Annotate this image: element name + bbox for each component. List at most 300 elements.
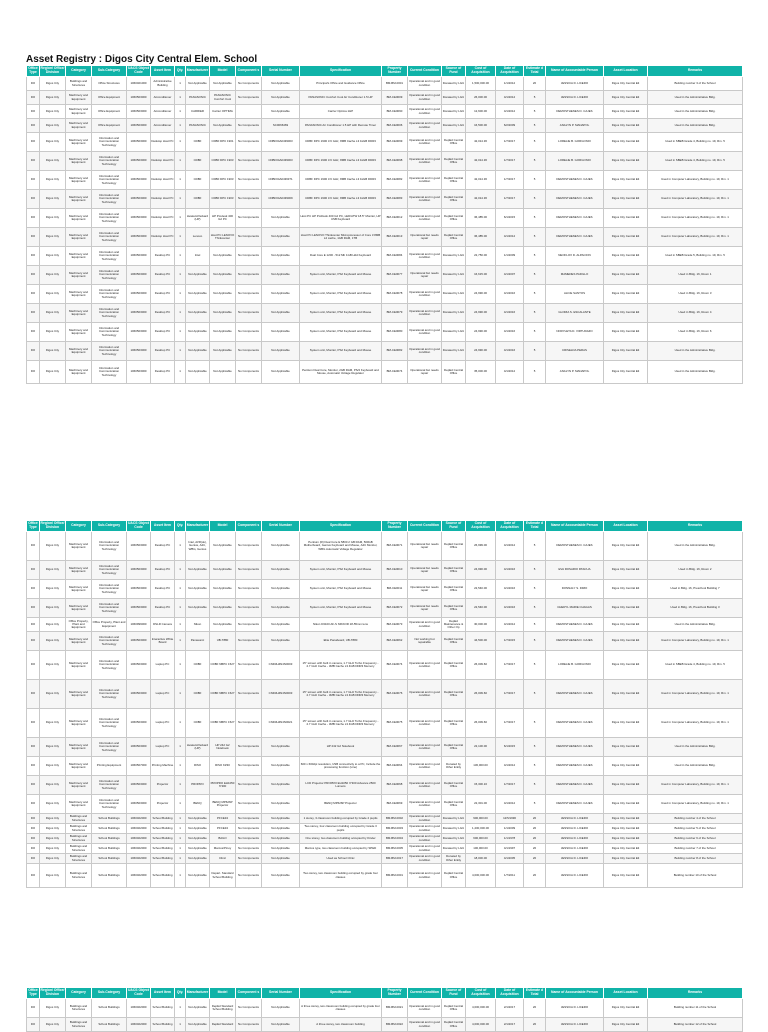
cell-qty: 1 bbox=[175, 228, 186, 247]
cell-model: UB-T880 bbox=[210, 632, 236, 651]
cell-specification: Principal's Office and Guidance Office bbox=[300, 77, 382, 91]
column-header-specification: Specification bbox=[300, 66, 382, 77]
cell-cost-of-acquisition: 30,000.00 bbox=[466, 618, 496, 632]
cell-source-of-fund: DepEd Central Office bbox=[442, 133, 466, 152]
cell-region: Digos City bbox=[40, 580, 66, 599]
cell-components: No Components bbox=[236, 854, 262, 864]
column-header-category: Category bbox=[66, 988, 92, 999]
cell-accountable-person: DEMOSTHENES D. CAJES bbox=[546, 709, 604, 738]
cell-category: Machinery and Equipment bbox=[66, 342, 92, 361]
cell-current-condition: Operational but needs repair bbox=[408, 532, 442, 561]
cell-uacs-code: 1060503000 bbox=[127, 304, 151, 323]
cell-office-type: DO bbox=[27, 599, 40, 618]
cell-components: No Components bbox=[236, 285, 262, 304]
cell-date-of-acquisition: 1/7/2017 bbox=[496, 651, 524, 680]
cell-category: Buildings and Structures bbox=[66, 864, 92, 888]
table-row bbox=[27, 651, 743, 680]
cell-qty: 1 bbox=[175, 632, 186, 651]
cell-asset-item: Desktop PC bbox=[151, 342, 175, 361]
cell-manufacturer: PROPRO bbox=[186, 776, 210, 795]
cell-asset-item: Airconditioner bbox=[151, 119, 175, 133]
cell-model: CDBF DPC 1903 bbox=[210, 152, 236, 171]
cell-current-condition: Operational and in good condition bbox=[408, 709, 442, 738]
cell-accountable-person: NEOFLOX D. ALPACION bbox=[546, 247, 604, 266]
cell-asset-location: Digos City Central Elt bbox=[604, 680, 648, 709]
cell-current-condition: Operational and in good condition bbox=[408, 342, 442, 361]
cell-specification: PANASONIC Air Conditioner 1.5 HP with Remote Timer bbox=[300, 119, 382, 133]
cell-uacs-code: 1060402000 bbox=[127, 854, 151, 864]
cell-remarks: Used in the Administrative Bldg. bbox=[648, 361, 743, 384]
cell-specification: CDBF DPC 1900 3.6 GHz, 8MB Cache L3 1kGB DDR3 bbox=[300, 133, 382, 152]
cell-asset-item: Projector bbox=[151, 776, 175, 795]
table-row bbox=[27, 618, 743, 632]
cell-estimated-total: 5 bbox=[524, 757, 546, 776]
cell-property-number: BM-CE0075 bbox=[382, 709, 408, 738]
column-header-serial-number: Serial Number bbox=[262, 66, 300, 77]
column-header-components: Component s bbox=[236, 521, 262, 532]
cell-cost-of-acquisition: 15,300.16 bbox=[466, 776, 496, 795]
document-title: Asset Registry : Digos City Central Elem. School bbox=[26, 54, 258, 65]
cell-serial-number: Not Applicable bbox=[262, 834, 300, 844]
table-row bbox=[27, 119, 743, 133]
cell-remarks: Used in Computer Laboratory, Building no. 19, Rm. 1 bbox=[648, 171, 743, 190]
table-row bbox=[27, 776, 743, 795]
cell-model: Not Applicable bbox=[210, 618, 236, 632]
cell-accountable-person: LORELIE B. GORGONIO bbox=[546, 133, 604, 152]
cell-asset-location: Digos City Central Elt bbox=[604, 171, 648, 190]
cell-accountable-person: DONNALY S. DIMO bbox=[546, 580, 604, 599]
cell-source-of-fund: Donated by LGU bbox=[442, 91, 466, 105]
cell-estimated-total: 5 bbox=[524, 709, 546, 738]
cell-accountable-person: JESSICA D. LICERO bbox=[546, 864, 604, 888]
cell-source-of-fund: DepEd Central Office bbox=[442, 209, 466, 228]
cell-serial-number: CDBF04A0439003 bbox=[262, 152, 300, 171]
cell-estimated-total: 20 bbox=[524, 834, 546, 844]
cell-manufacturer: CDBF bbox=[186, 152, 210, 171]
cell-specification: System unit, Monitor, PS2 Keyboard and Mouse bbox=[300, 599, 382, 618]
cell-serial-number: Not Applicable bbox=[262, 795, 300, 814]
cell-source-of-fund: DepEd Central Office bbox=[442, 738, 466, 757]
column-header-serial-number: Serial Number bbox=[262, 988, 300, 999]
cell-current-condition: Operational and in good condition bbox=[408, 209, 442, 228]
cell-asset-location: Digos City Central Elt bbox=[604, 190, 648, 209]
column-header-property-number: Property Number bbox=[382, 988, 408, 999]
cell-specification: PANASONIC Comfort Cool Air Conditioner 1.5 HP bbox=[300, 91, 382, 105]
cell-property-number: BM-CE0079 bbox=[382, 304, 408, 323]
cell-category: Machinery and Equipment bbox=[66, 91, 92, 105]
cell-cost-of-acquisition: 26,009.60 bbox=[466, 709, 496, 738]
cell-cost-of-acquisition: 16,615.00 bbox=[466, 266, 496, 285]
cell-uacs-code: 1060999000 bbox=[127, 618, 151, 632]
cell-accountable-person: NORYLETA D. VIRTUDAZO bbox=[546, 323, 604, 342]
cell-specification: A three storey, two classroom building bbox=[300, 1018, 382, 1032]
cell-region: Digos City bbox=[40, 266, 66, 285]
cell-region: Digos City bbox=[40, 618, 66, 632]
cell-sub-category: Information and Communication Technology bbox=[92, 709, 127, 738]
cell-remarks: Used in Bldg. 16, Preschool Building 7 bbox=[648, 580, 743, 599]
cell-serial-number: Not Applicable bbox=[262, 864, 300, 888]
cell-accountable-person: JESSICA D. LICERO bbox=[546, 1018, 604, 1032]
cell-estimated-total: 5 bbox=[524, 599, 546, 618]
cell-sub-category: School Buildings bbox=[92, 999, 127, 1018]
cell-category: Machinery and Equipment bbox=[66, 738, 92, 757]
cell-source-of-fund: Donated by LGU bbox=[442, 824, 466, 834]
cell-cost-of-acquisition: 26,999.00 bbox=[466, 532, 496, 561]
cell-date-of-acquisition: 4/1/2016 bbox=[496, 580, 524, 599]
cell-specification: Two storey, four classroom building occupied by Grade 3 pupils bbox=[300, 824, 382, 834]
cell-qty: 1 bbox=[175, 105, 186, 119]
cell-region: Digos City bbox=[40, 304, 66, 323]
cell-property-number: BM-CE0013 bbox=[382, 228, 408, 247]
cell-asset-item: Desktop Host PC bbox=[151, 209, 175, 228]
cell-manufacturer: Not Applicable bbox=[186, 1018, 210, 1032]
cell-accountable-person: ANALYN P. MANAPOL bbox=[546, 119, 604, 133]
cell-manufacturer: Not Applicable bbox=[186, 77, 210, 91]
cell-model: Not Applicable bbox=[210, 342, 236, 361]
cell-cost-of-acquisition: 26,009.60 bbox=[466, 651, 496, 680]
cell-category: Machinery and Equipment bbox=[66, 209, 92, 228]
cell-asset-item: School Building bbox=[151, 999, 175, 1018]
header-row bbox=[27, 521, 743, 532]
cell-asset-location: Digos City Central Elt bbox=[604, 651, 648, 680]
cell-accountable-person: JESSICA D. LICERO bbox=[546, 814, 604, 824]
cell-remarks: Used in the Administrative Bldg. bbox=[648, 91, 743, 105]
cell-serial-number: Not Applicable bbox=[262, 844, 300, 854]
cell-serial-number: Not Applicable bbox=[262, 266, 300, 285]
cell-qty: 1 bbox=[175, 618, 186, 632]
cell-region: Digos City bbox=[40, 632, 66, 651]
table-row bbox=[27, 304, 743, 323]
cell-source-of-fund: DepEd Central Office bbox=[442, 709, 466, 738]
cell-estimated-total: 5 bbox=[524, 561, 546, 580]
cell-asset-item: School Building bbox=[151, 1018, 175, 1032]
cell-manufacturer: PANASONIC bbox=[186, 91, 210, 105]
cell-asset-location: Digos City Central Elt bbox=[604, 709, 648, 738]
cell-asset-item: School Building bbox=[151, 854, 175, 864]
cell-office-type: DO bbox=[27, 209, 40, 228]
cell-qty: 1 bbox=[175, 91, 186, 105]
cell-manufacturer: Not Applicable bbox=[186, 844, 210, 854]
column-header-cost-of-acquisition: Cost of Acquisition bbox=[466, 988, 496, 999]
cell-region: Digos City bbox=[40, 738, 66, 757]
cell-accountable-person: JESSICA D. LICERO bbox=[546, 77, 604, 91]
column-header-cost-of-acquisition: Cost of Acquisition bbox=[466, 521, 496, 532]
cell-model: Not Applicable bbox=[210, 304, 236, 323]
column-header-property-number: Property Number bbox=[382, 521, 408, 532]
cell-components: No Components bbox=[236, 580, 262, 599]
cell-current-condition: Operational and in good condition bbox=[408, 795, 442, 814]
cell-uacs-code: 1060503000 bbox=[127, 709, 151, 738]
cell-region: Digos City bbox=[40, 209, 66, 228]
cell-asset-location: Digos City Central Elt bbox=[604, 999, 648, 1018]
cell-property-number: BM-CE0073 bbox=[382, 618, 408, 632]
cell-remarks: Used in Computer Laboratory, Building no. 19, Rm. 1 bbox=[648, 209, 743, 228]
cell-specification: A three storey, two classroom building occupied by grade four classes bbox=[300, 999, 382, 1018]
cell-category: Machinery and Equipment bbox=[66, 266, 92, 285]
cell-office-type: DO bbox=[27, 91, 40, 105]
cell-property-number: BM-CE0098 bbox=[382, 152, 408, 171]
cell-date-of-acquisition: 6/1/2015 bbox=[496, 738, 524, 757]
cell-asset-location: Digos City Central Elt bbox=[604, 776, 648, 795]
cell-components: No Components bbox=[236, 599, 262, 618]
cell-model: CDBF NBPC 1527 bbox=[210, 680, 236, 709]
column-header-asset-item: Asset Item bbox=[151, 66, 175, 77]
cell-remarks: Used in Computer Laboratory, Building no. 19, Rm. 1 bbox=[648, 680, 743, 709]
cell-asset-location: Digos City Central Elt bbox=[604, 1018, 648, 1032]
column-header-remarks: Remarks bbox=[648, 66, 743, 77]
cell-model: DepEd Standard School Building bbox=[210, 999, 236, 1018]
cell-region: Digos City bbox=[40, 757, 66, 776]
table-row bbox=[27, 580, 743, 599]
cell-qty: 1 bbox=[175, 266, 186, 285]
cell-model: Not Applicable bbox=[210, 323, 236, 342]
column-header-category: Category bbox=[66, 521, 92, 532]
cell-source-of-fund: Donated by LGU bbox=[442, 304, 466, 323]
cell-model: PANASONIC Comfort Cool bbox=[210, 91, 236, 105]
table-row bbox=[27, 824, 743, 834]
cell-date-of-acquisition: 1/1/2009 bbox=[496, 824, 524, 834]
cell-uacs-code: 1060503000 bbox=[127, 342, 151, 361]
column-header-estimated-total: Estimate d Total bbox=[524, 988, 546, 999]
cell-asset-location: Digos City Central Elt bbox=[604, 824, 648, 834]
cell-accountable-person: DEMOSTHENES D. CAJES bbox=[546, 738, 604, 757]
cell-property-number: BM-BM-0001 bbox=[382, 77, 408, 91]
cell-accountable-person: ANALYN P. MANAPOL bbox=[546, 361, 604, 384]
cell-remarks: Used in the Administrative Bldg. bbox=[648, 618, 743, 632]
cell-source-of-fund: Donated by LGU bbox=[442, 342, 466, 361]
cell-sub-category: School Buildings bbox=[92, 864, 127, 888]
cell-specification: 15" screen with built in camera, 1.7 GHz Turbo Frequency - 2.7 GHz Cache - 3MB Cache L3 4GB DDR3 Memory bbox=[300, 680, 382, 709]
cell-sub-category: Information and Communication Technology bbox=[92, 323, 127, 342]
cell-asset-item: Desktop PC bbox=[151, 561, 175, 580]
cell-estimated-total: 20 bbox=[524, 999, 546, 1018]
cell-remarks: Building number 7 of the School bbox=[648, 844, 743, 854]
cell-qty: 1 bbox=[175, 77, 186, 91]
cell-source-of-fund: Donated by Other Entity bbox=[442, 854, 466, 864]
table-row bbox=[27, 91, 743, 105]
cell-asset-location: Digos City Central Elt bbox=[604, 618, 648, 632]
cell-serial-number: Not Applicable bbox=[262, 285, 300, 304]
cell-category: Machinery and Equipment bbox=[66, 776, 92, 795]
cell-current-condition: Operational and in good condition bbox=[408, 133, 442, 152]
cell-cost-of-acquisition: 22,540.00 bbox=[466, 599, 496, 618]
column-header-date-of-acquisition: Date of Acquisition bbox=[496, 521, 524, 532]
cell-accountable-person: DEMOSTHENES D. CAJES bbox=[546, 776, 604, 795]
cell-office-type: DO bbox=[27, 105, 40, 119]
cell-asset-item: Printing Machine bbox=[151, 757, 175, 776]
cell-accountable-person: DEMOSTHENES D. CAJES bbox=[546, 228, 604, 247]
cell-specification: Pentium (R) Dual Core E 5800 2 GB RAM, 500GB Motherboard, Genius Keyboard and Mouse, A4C Monitor, WBG Automatic Voltage Regulator bbox=[300, 532, 382, 561]
cell-date-of-acquisition: 4/1/2016 bbox=[496, 323, 524, 342]
cell-uacs-code: 1060503000 bbox=[127, 247, 151, 266]
column-header-manufacturer: Manufacturer bbox=[186, 66, 210, 77]
cell-serial-number: Not Applicable bbox=[262, 580, 300, 599]
cell-office-type: DO bbox=[27, 854, 40, 864]
cell-cost-of-acquisition: 22,750.00 bbox=[466, 247, 496, 266]
cell-source-of-fund: Donated by LGU bbox=[442, 266, 466, 285]
table-row bbox=[27, 795, 743, 814]
cell-office-type: DO bbox=[27, 680, 40, 709]
cell-office-type: DO bbox=[27, 171, 40, 190]
cell-uacs-code: 1060503000 bbox=[127, 795, 151, 814]
cell-property-number: BM-CE0011 bbox=[382, 580, 408, 599]
cell-specification: CDBF DPC 1900 3.6 GHz, 8MB Cache L3 1kGB DDR3 bbox=[300, 152, 382, 171]
cell-sub-category: Information and Communication Technology bbox=[92, 632, 127, 651]
cell-serial-number: Not Applicable bbox=[262, 247, 300, 266]
cell-property-number: BM-BM-0017 bbox=[382, 854, 408, 864]
cell-accountable-person: DEMOSTHENES D. CAJES bbox=[546, 105, 604, 119]
cell-accountable-person: JESSICA D. LICERO bbox=[546, 844, 604, 854]
cell-office-type: DO bbox=[27, 152, 40, 171]
cell-qty: 1 bbox=[175, 795, 186, 814]
cell-date-of-acquisition: 1/7/2017 bbox=[496, 133, 524, 152]
cell-asset-location: Digos City Central Elt bbox=[604, 834, 648, 844]
cell-cost-of-acquisition: 35,000.00 bbox=[466, 361, 496, 384]
column-header-asset-location: Asset Location bbox=[604, 988, 648, 999]
cell-serial-number: Not Applicable bbox=[262, 854, 300, 864]
cell-model: CDBF NBPC 1527 bbox=[210, 709, 236, 738]
cell-asset-location: Digos City Central Elt bbox=[604, 599, 648, 618]
cell-serial-number: Not Applicable bbox=[262, 632, 300, 651]
cell-asset-location: Digos City Central Elt bbox=[604, 757, 648, 776]
cell-region: Digos City bbox=[40, 561, 66, 580]
cell-components: No Components bbox=[236, 91, 262, 105]
cell-current-condition: Operational and in good condition bbox=[408, 105, 442, 119]
cell-source-of-fund: Donated by LGU bbox=[442, 247, 466, 266]
cell-asset-item: Desktop PC bbox=[151, 361, 175, 384]
cell-sub-category: School Buildings bbox=[92, 814, 127, 824]
cell-estimated-total: 5 bbox=[524, 651, 546, 680]
cell-asset-location: Digos City Central Elt bbox=[604, 228, 648, 247]
column-header-sub-category: Sub-Category bbox=[92, 66, 127, 77]
cell-uacs-code: 1060503000 bbox=[127, 133, 151, 152]
cell-manufacturer: Not Applicable bbox=[186, 342, 210, 361]
cell-current-condition: Operational but needs repair bbox=[408, 561, 442, 580]
column-header-uacs-code: UACS Object Code bbox=[127, 66, 151, 77]
cell-qty: 1 bbox=[175, 133, 186, 152]
cell-remarks: Building number 11 of the School bbox=[648, 999, 743, 1018]
cell-source-of-fund: Donated by Other Entity bbox=[442, 757, 466, 776]
cell-category: Machinery and Equipment bbox=[66, 105, 92, 119]
column-header-cost-of-acquisition: Cost of Acquisition bbox=[466, 66, 496, 77]
cell-cost-of-acquisition: 42,014.36 bbox=[466, 190, 496, 209]
column-header-uacs-code: UACS Object Code bbox=[127, 521, 151, 532]
cell-serial-number: Not Applicable bbox=[262, 757, 300, 776]
cell-estimated-total: 20 bbox=[524, 864, 546, 888]
cell-manufacturer: Intel, AVR(ok), Genius, A4C, WBG, Genius bbox=[186, 532, 210, 561]
cell-accountable-person: JESSICA D. LICERO bbox=[546, 999, 604, 1018]
cell-qty: 1 bbox=[175, 814, 186, 824]
cell-remarks: Used in Computer Laboratory, Building no. 19, Rm. 1 bbox=[648, 632, 743, 651]
column-header-region: Region/ Office/ Division bbox=[40, 66, 66, 77]
cell-date-of-acquisition: 4/1/2012 bbox=[496, 228, 524, 247]
cell-office-type: DO bbox=[27, 999, 40, 1018]
cell-office-type: DO bbox=[27, 532, 40, 561]
cell-qty: 1 bbox=[175, 834, 186, 844]
cell-region: Digos City bbox=[40, 91, 66, 105]
cell-sub-category: Information and Communication Technology bbox=[92, 190, 127, 209]
cell-estimated-total: 5 bbox=[524, 247, 546, 266]
cell-remarks: Used in SBEB Grade 4, Building no. 19, Rm. 5 bbox=[648, 133, 743, 152]
cell-category: Machinery and Equipment bbox=[66, 599, 92, 618]
cell-source-of-fund: Donated by LGU bbox=[442, 119, 466, 133]
cell-components: No Components bbox=[236, 999, 262, 1018]
cell-source-of-fund: DepEd Central Office bbox=[442, 361, 466, 384]
cell-category: Machinery and Equipment bbox=[66, 152, 92, 171]
cell-asset-location: Digos City Central Elt bbox=[604, 795, 648, 814]
cell-date-of-acquisition: 1/7/2017 bbox=[496, 171, 524, 190]
cell-asset-location: Digos City Central Elt bbox=[604, 209, 648, 228]
cell-estimated-total: 5 bbox=[524, 776, 546, 795]
cell-asset-item: Desktop Host PC bbox=[151, 171, 175, 190]
cell-region: Digos City bbox=[40, 795, 66, 814]
cell-source-of-fund: Donated by LGU bbox=[442, 323, 466, 342]
cell-model: PROPRO EH1050 IY300 bbox=[210, 776, 236, 795]
cell-estimated-total: 5 bbox=[524, 361, 546, 384]
cell-estimated-total: 5 bbox=[524, 738, 546, 757]
cell-remarks: Used in the Administrative Bldg. bbox=[648, 532, 743, 561]
column-header-office-type: Office Type bbox=[27, 66, 40, 77]
cell-date-of-acquisition: 4/1/2016 bbox=[496, 561, 524, 580]
cell-specification: System unit, Monitor, PS2 Keyboard and Mouse bbox=[300, 323, 382, 342]
cell-estimated-total: 5 bbox=[524, 618, 546, 632]
cell-qty: 1 bbox=[175, 680, 186, 709]
cell-asset-location: Digos City Central Elt bbox=[604, 323, 648, 342]
cell-asset-item: School Building bbox=[151, 814, 175, 824]
cell-office-type: DO bbox=[27, 77, 40, 91]
column-header-property-number: Property Number bbox=[382, 66, 408, 77]
cell-cost-of-acquisition: 24,990.00 bbox=[466, 342, 496, 361]
cell-components: No Components bbox=[236, 834, 262, 844]
cell-accountable-person: DEMOSTHENES D. CAJES bbox=[546, 795, 604, 814]
cell-estimated-total: 5 bbox=[524, 342, 546, 361]
cell-manufacturer: RISO bbox=[186, 757, 210, 776]
cell-remarks: Used in Bldg. 16, Room 6 bbox=[648, 323, 743, 342]
cell-uacs-code: 1060402000 bbox=[127, 1018, 151, 1032]
cell-remarks: Used in the Administrative Bldg. bbox=[648, 757, 743, 776]
cell-office-type: DO bbox=[27, 844, 40, 854]
cell-current-condition: Operational and in good condition bbox=[408, 1018, 442, 1032]
cell-date-of-acquisition: 4/1/2012 bbox=[496, 618, 524, 632]
cell-office-type: DO bbox=[27, 247, 40, 266]
cell-sub-category: Information and Communication Technology bbox=[92, 361, 127, 384]
cell-source-of-fund: DepEd Central Office bbox=[442, 795, 466, 814]
cell-asset-item: Desktop PC bbox=[151, 580, 175, 599]
cell-sub-category: School Buildings bbox=[92, 854, 127, 864]
cell-sub-category: School Buildings bbox=[92, 844, 127, 854]
cell-cost-of-acquisition: 24,990.00 bbox=[466, 285, 496, 304]
cell-qty: 1 bbox=[175, 323, 186, 342]
cell-source-of-fund: DepEd Maintenance & Other Op bbox=[442, 618, 466, 632]
cell-remarks: Building number 10 of the School bbox=[648, 864, 743, 888]
table-row bbox=[27, 190, 743, 209]
cell-sub-category: Information and Communication Technology bbox=[92, 651, 127, 680]
cell-office-type: DO bbox=[27, 814, 40, 824]
cell-qty: 1 bbox=[175, 776, 186, 795]
cell-uacs-code: 1060402000 bbox=[127, 844, 151, 854]
cell-source-of-fund: Donated by LGU bbox=[442, 844, 466, 854]
cell-uacs-code: 1060503000 bbox=[127, 171, 151, 190]
column-header-uacs-code: UACS Object Code bbox=[127, 988, 151, 999]
cell-sub-category: Information and Communication Technology bbox=[92, 209, 127, 228]
cell-property-number: BM-CE0084 bbox=[382, 247, 408, 266]
cell-current-condition: Operational and in good condition bbox=[408, 119, 442, 133]
cell-office-type: DO bbox=[27, 1018, 40, 1032]
cell-current-condition: Operational and in good condition bbox=[408, 247, 442, 266]
cell-uacs-code: 1060402000 bbox=[127, 864, 151, 888]
cell-qty: 1 bbox=[175, 864, 186, 888]
cell-cost-of-acquisition: 18,000.00 bbox=[466, 854, 496, 864]
